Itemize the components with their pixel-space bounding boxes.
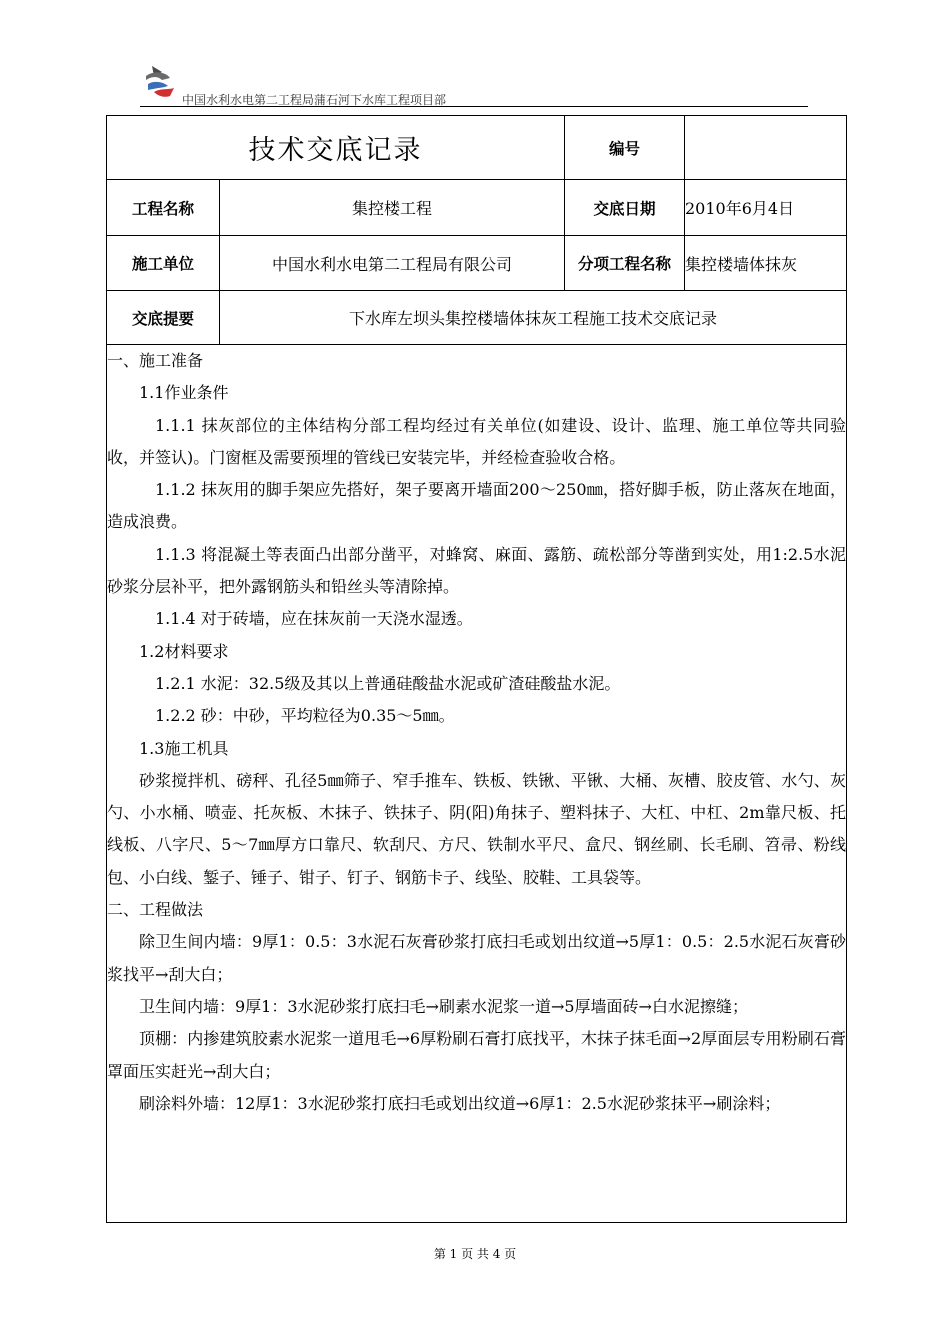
paragraph: 除卫生间内墙：9厚1：0.5：3水泥石灰膏砂浆打底扫毛或划出纹道→5厚1：0.5：2.5水泥石灰膏砂浆找平→刮大白； xyxy=(107,932,846,984)
paragraph: 1.2.1 水泥：32.5级及其以上普通硅酸盐水泥或矿渣硅酸盐水泥。 xyxy=(155,673,621,693)
organization-name: 中国水利水电第二工程局蒲石河下水库工程项目部 xyxy=(182,93,447,107)
paragraph: 卫生间内墙：9厚1：3水泥砂浆打底扫毛→刷素水泥浆一道→5厚墙面砖→白水泥擦缝； xyxy=(139,996,748,1016)
record-table xyxy=(106,115,847,1223)
subproject-value: 集控楼墙体抹灰 xyxy=(685,236,847,291)
number-value xyxy=(685,116,847,180)
unit-value: 中国水利水电第二工程局有限公司 xyxy=(220,236,565,291)
paragraph: 砂浆搅拌机、磅秤、孔径5㎜筛子、窄手推车、铁板、铁锹、平锹、大桶、灰槽、胶皮管、水勺、灰勺、小水桶、喷壶、托灰板、木抹子、铁抹子、阴(阳)角抹子、塑料抹子、大杠、中杠、2m靠尺板、托线板、八字尺、5～7㎜厚方口靠尺、软刮尺、方尺、铁制水平尺、盒尺、钢丝刷、长毛刷、笤帚、粉线包、小白线、錾子、锤子、钳子、钉子、钢筋卡子、线坠、胶鞋、工具袋等。 xyxy=(107,770,846,887)
document-title: 技术交底记录 xyxy=(107,116,565,180)
page-header xyxy=(140,62,810,108)
summary-value: 下水库左坝头集控楼墙体抹灰工程施工技术交底记录 xyxy=(220,291,847,345)
section-heading: 一、施工准备 xyxy=(107,351,204,370)
paragraph: 1.1.3 将混凝土等表面凸出部分凿平，对蜂窝、麻面、露筋、疏松部分等凿到实处，用1:2.5水泥砂浆分层补平，把外露钢筋头和铅丝头等清除掉。 xyxy=(107,544,846,597)
summary-label: 交底提要 xyxy=(107,291,220,345)
paragraph: 刷涂料外墙：12厚1：3水泥砂浆打底扫毛或划出纹道→6厚1：2.5水泥砂浆抹平→刷涂料； xyxy=(139,1093,781,1113)
subsection-heading: 1.2材料要求 xyxy=(139,641,229,661)
paragraph: 顶棚：内掺建筑胶素水泥浆一道甩毛→6厚粉刷石膏打底找平，木抹子抹毛面→2厚面层专用粉刷石膏罩面压实赶光→刮大白； xyxy=(107,1029,846,1081)
project-name-value: 集控楼工程 xyxy=(220,180,565,236)
section-heading: 二、工程做法 xyxy=(107,900,204,920)
date-value: 2010年6月4日 xyxy=(685,180,847,236)
subproject-label: 分项工程名称 xyxy=(565,236,685,291)
header-rule xyxy=(140,106,808,107)
paragraph: 1.1.4 对于砖墙，应在抹灰前一天浇水湿透。 xyxy=(155,609,473,629)
company-logo-icon xyxy=(140,62,182,104)
paragraph: 1.1.1 抹灰部位的主体结构分部工程均经过有关单位(如建设、设计、监理、施工单位等共同验收，并签认)。门窗框及需要预埋的管线已安装完毕，并经检查验收合格。 xyxy=(107,415,846,467)
subsection-heading: 1.1作业条件 xyxy=(139,383,229,403)
page-number: 第 1 页 共 4 页 xyxy=(433,1247,517,1261)
unit-label: 施工单位 xyxy=(107,236,220,291)
date-label: 交底日期 xyxy=(565,180,685,236)
paragraph: 1.2.2 砂：中砂，平均粒径为0.35～5㎜。 xyxy=(155,706,455,726)
subsection-heading: 1.3施工机具 xyxy=(139,738,229,758)
disclosure-content xyxy=(107,345,847,1223)
project-name-label: 工程名称 xyxy=(107,180,220,236)
number-label: 编号 xyxy=(565,116,685,180)
paragraph: 1.1.2 抹灰用的脚手架应先搭好，架子要离开墙面200～250㎜，搭好脚手板，防止落灰在地面，造成浪费。 xyxy=(107,480,846,532)
